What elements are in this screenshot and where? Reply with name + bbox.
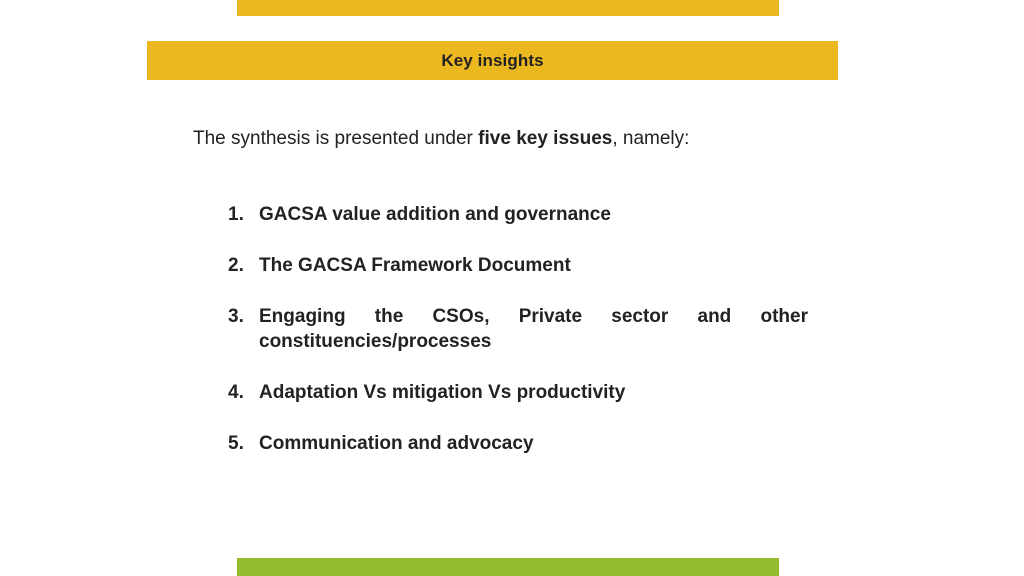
intro-prefix: The synthesis is presented under xyxy=(193,128,479,149)
list-item xyxy=(228,253,808,278)
item-text: Adaptation Vs mitigation Vs productivity xyxy=(259,382,626,403)
item-text: Engaging the CSOs, Private sector and other constituencies/processes xyxy=(259,306,808,352)
top-accent-bar xyxy=(237,0,779,16)
slide-title: Key insights xyxy=(441,50,544,70)
title-banner xyxy=(147,41,838,80)
item-number: 2. xyxy=(228,255,244,276)
item-number: 5. xyxy=(228,433,244,454)
intro-emphasis: five key issues xyxy=(478,128,613,149)
list-item xyxy=(228,431,808,456)
item-number: 3. xyxy=(228,306,244,327)
list-item xyxy=(228,202,808,227)
item-number: 4. xyxy=(228,382,244,403)
key-issues-list xyxy=(228,202,808,482)
list-item xyxy=(228,380,808,405)
intro-sentence xyxy=(193,128,689,150)
list-item xyxy=(228,304,808,354)
item-number: 1. xyxy=(228,204,244,225)
item-text: GACSA value addition and governance xyxy=(259,204,611,225)
bottom-accent-bar xyxy=(237,558,779,576)
item-text: Communication and advocacy xyxy=(259,433,534,454)
intro-suffix: , namely: xyxy=(612,128,690,149)
item-text: The GACSA Framework Document xyxy=(259,255,571,276)
